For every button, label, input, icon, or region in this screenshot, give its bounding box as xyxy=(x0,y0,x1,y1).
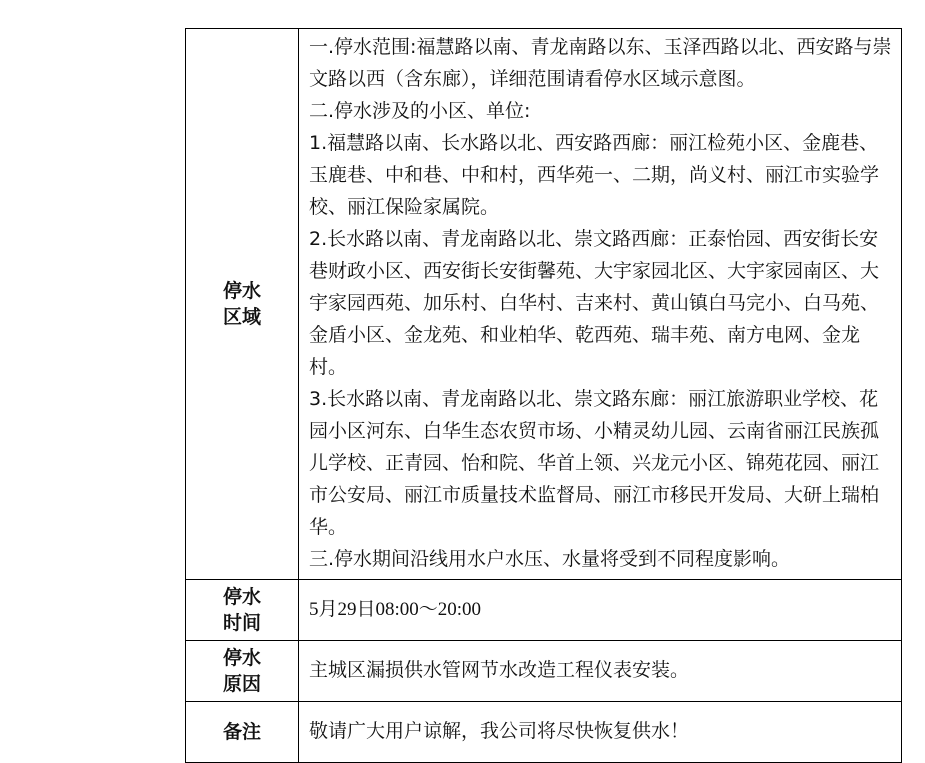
water-outage-notice-table xyxy=(185,28,902,763)
affected-units-section-2: 2.长水路以南、青龙南路以北、崇文路西廊：正泰怡园、西安街长安巷财政小区、西安街长安街馨苑、大宇家园北区、大宇家园南区、大宇家园西苑、加乐村、白华村、吉来村、黄山镇白马完小、白马苑、金盾小区、金龙苑、和业柏华、乾西苑、瑞丰苑、南方电网、金龙村。 xyxy=(309,228,880,378)
remark-row xyxy=(186,702,902,763)
remark-value: 敬请广大用户谅解，我公司将尽快恢复供水！ xyxy=(299,702,902,763)
pressure-impact-paragraph: 三.停水期间沿线用水户水压、水量将受到不同程度影响。 xyxy=(309,548,791,570)
outage-area-label: 停水 区域 xyxy=(186,29,299,580)
outage-time-row xyxy=(186,580,902,641)
affected-units-section-1: 1.福慧路以南、长水路以北、西安路西廊：丽江检苑小区、金鹿巷、玉鹿巷、中和巷、中和村，西华苑一、二期，尚义村、丽江市实验学校、丽江保险家属院。 xyxy=(309,132,880,218)
outage-time-label: 停水 时间 xyxy=(186,580,299,641)
remark-label: 备注 xyxy=(186,702,299,763)
outage-area-content xyxy=(299,29,902,580)
outage-time-value: 5月29日08:00～20:00 xyxy=(299,580,902,641)
outage-scope-paragraph: 一.停水范围:福慧路以南、青龙南路以东、玉泽西路以北、西安路与崇文路以西（含东廊），详细范围请看停水区域示意图。 xyxy=(309,36,892,90)
outage-reason-label: 停水 原因 xyxy=(186,641,299,702)
affected-units-section-3: 3.长水路以南、青龙南路以北、崇文路东廊：丽江旅游职业学校、花园小区河东、白华生态农贸市场、小精灵幼儿园、云南省丽江民族孤儿学校、正青园、怡和院、华首上领、兴龙元小区、锦苑花园、丽江市公安局、丽江市质量技术监督局、丽江市移民开发局、大研上瑞柏华。 xyxy=(309,388,880,538)
outage-reason-value: 主城区漏损供水管网节水改造工程仪表安装。 xyxy=(299,641,902,702)
affected-units-heading: 二.停水涉及的小区、单位: xyxy=(309,100,531,122)
outage-area-row xyxy=(186,29,902,580)
outage-reason-row xyxy=(186,641,902,702)
